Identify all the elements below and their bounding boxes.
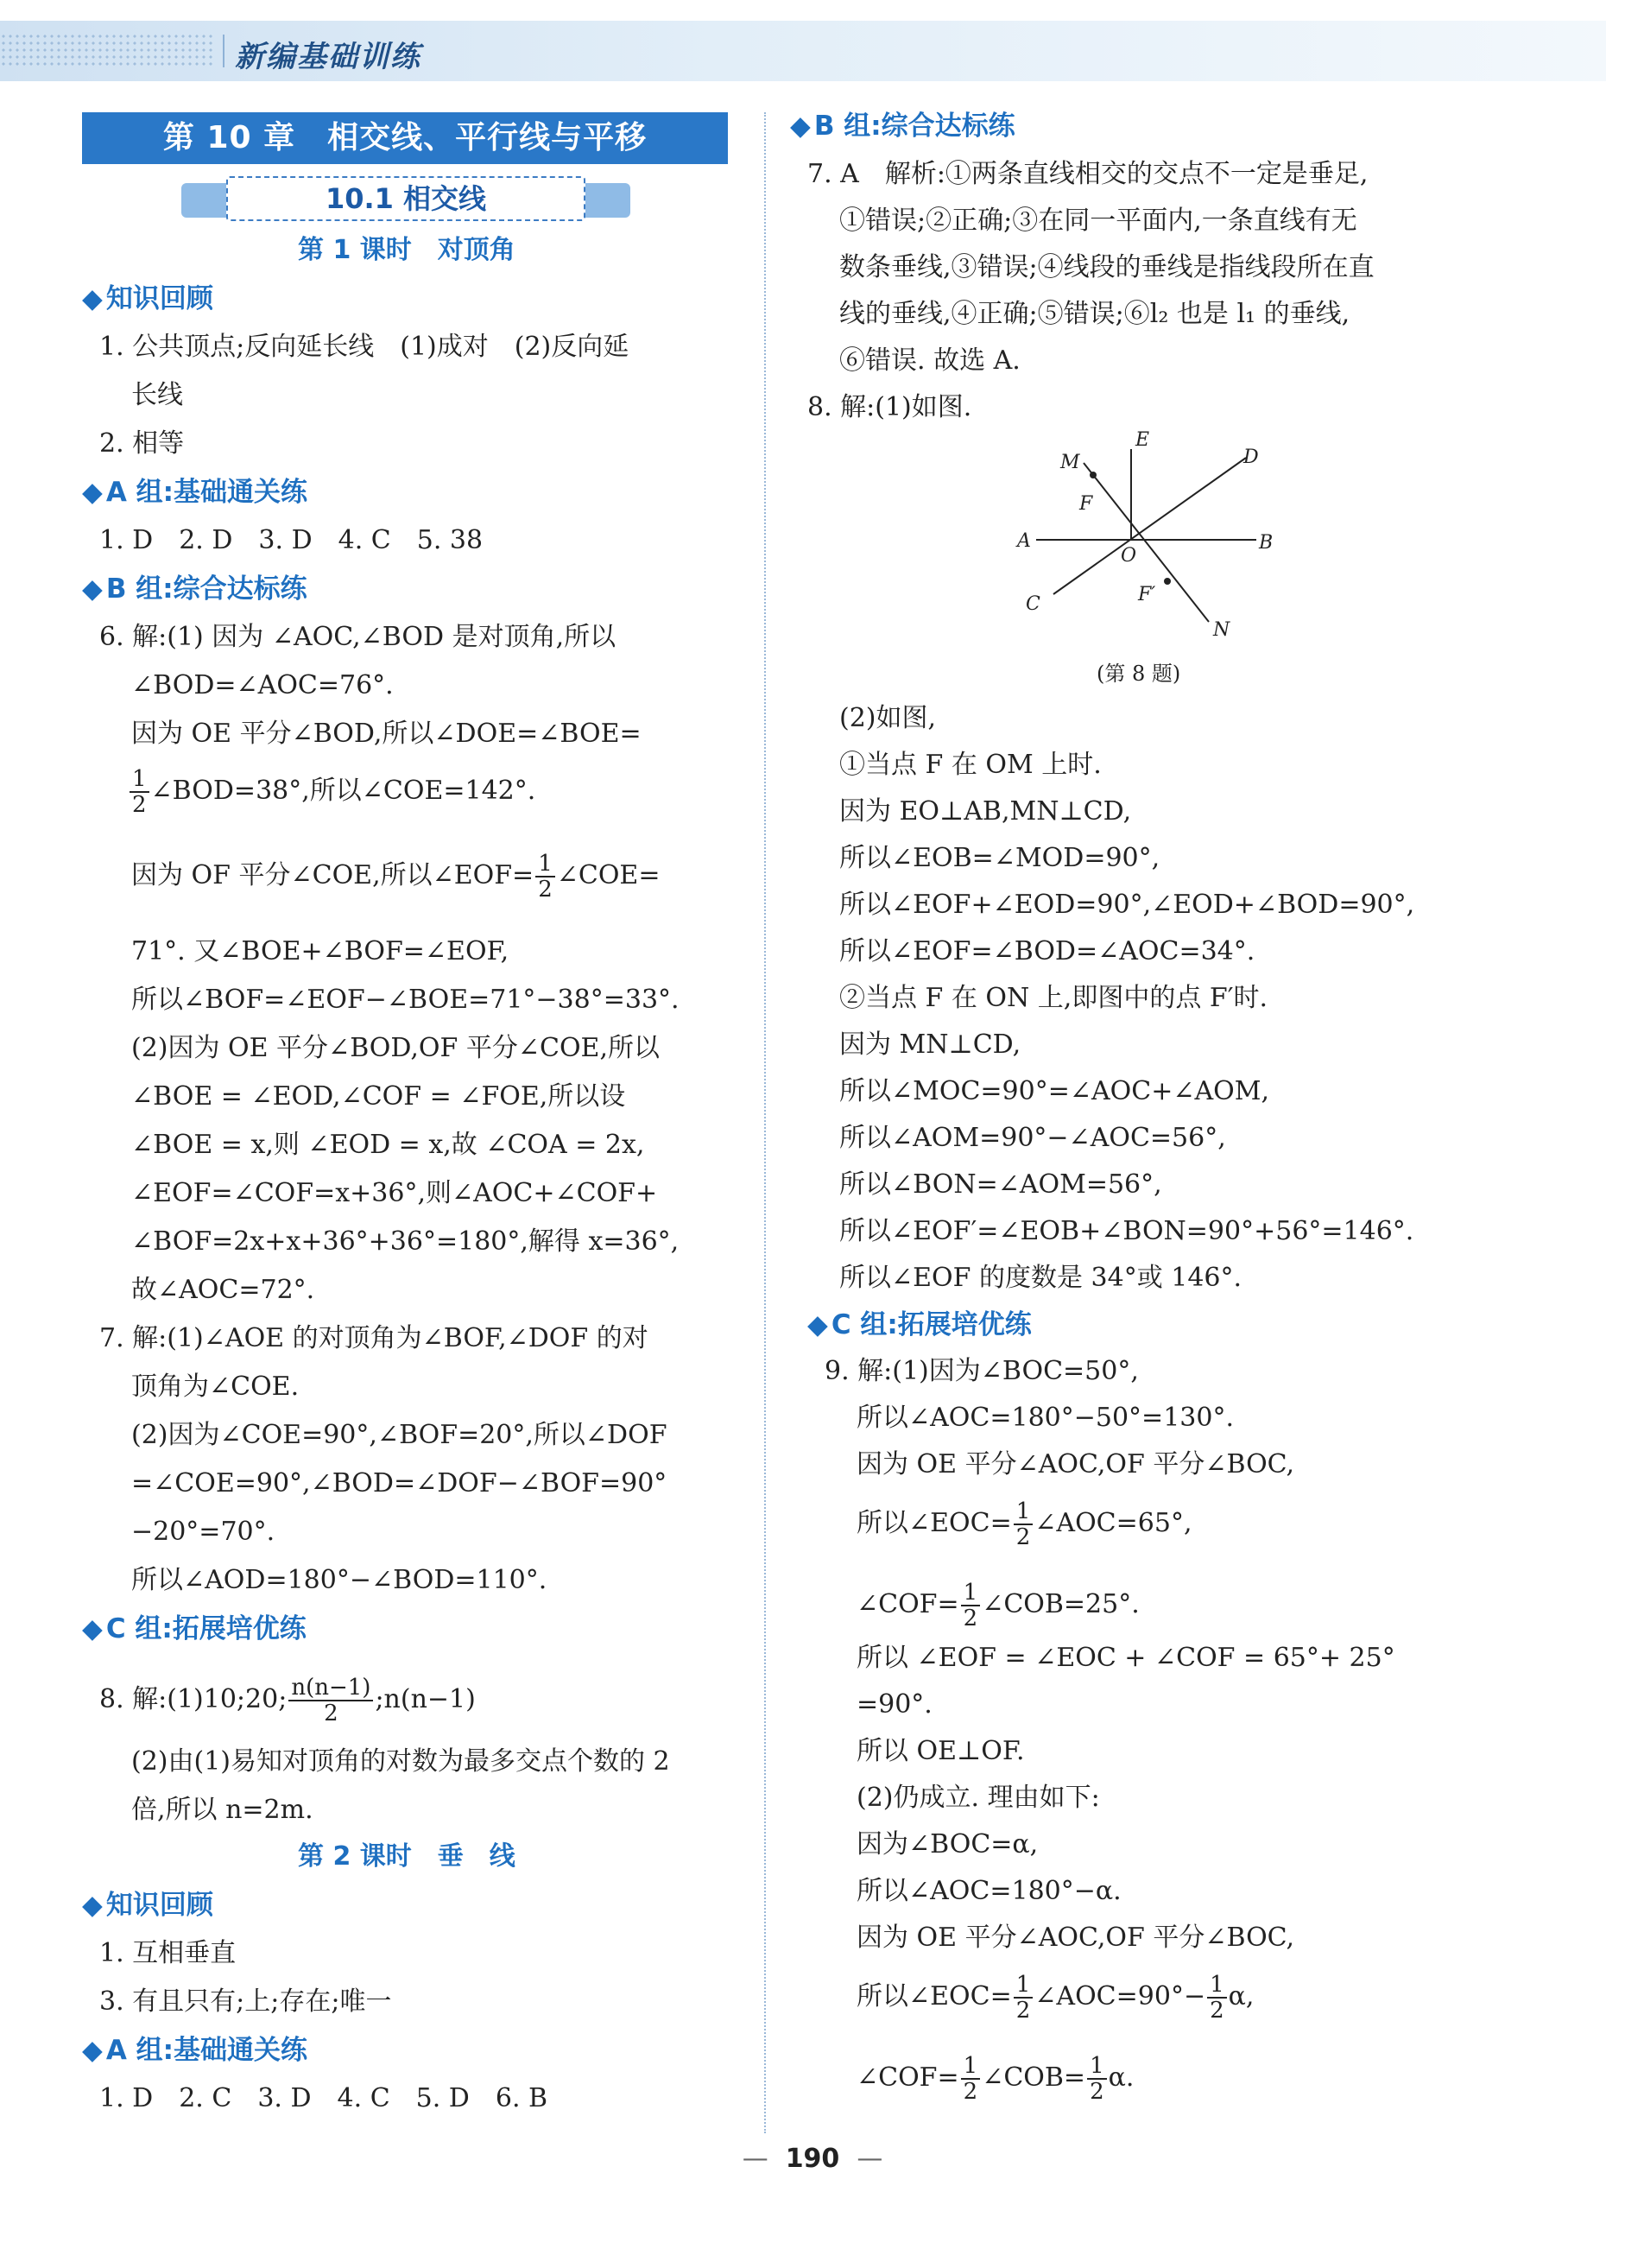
label-M: M	[1060, 452, 1080, 473]
solution-line: 所以∠AOC=180°−50°=130°.	[857, 1403, 1234, 1433]
line-CD	[1053, 458, 1246, 594]
diamond-icon: ◆	[82, 2035, 103, 2066]
group-label: C 组:拓展培优练	[105, 1613, 307, 1644]
solution-line: ∠COF= $\frac{1}{2}$ ∠COB= $\frac{1}{2}$ α.	[857, 2053, 1135, 2105]
group-label: B 组:综合达标练	[105, 573, 307, 605]
geometry-figure	[1002, 423, 1287, 656]
answer-line: 3. 有且只有;上;存在;唯一	[99, 1986, 392, 2017]
solution-line: 9. 解:(1)因为∠BOC=50°,	[825, 1356, 1139, 1386]
solution-line: =∠COE=90°,∠BOD=∠DOF−∠BOF=90°	[131, 1468, 667, 1498]
solution-line: ∠EOF=∠COF=x+36°,则∠AOC+∠COF+	[131, 1178, 658, 1208]
solution-line: 因为 OF 平分∠COE,所以∠EOF= $\frac{1}{2}$ ∠COE=	[131, 851, 661, 903]
answer-line: 长线	[131, 380, 183, 410]
group-label: A 组:基础通关练	[105, 477, 308, 508]
section-title: 10.1 相交线	[226, 176, 585, 221]
solution-line: (2)因为∠COE=90°,∠BOF=20°,所以∠DOF	[131, 1420, 667, 1450]
solution-line: 所以∠EOF 的度数是 34°或 146°.	[839, 1263, 1242, 1293]
solution-line: 所以∠EOF′=∠EOB+∠BON=90°+56°=146°.	[839, 1216, 1414, 1246]
group-heading	[82, 475, 307, 510]
fraction: $\frac{1}{2}$	[1207, 1973, 1227, 2023]
fraction: $\frac{1}{2}$	[1014, 1499, 1034, 1549]
label-E: E	[1135, 429, 1150, 451]
header-dot-pattern	[0, 33, 216, 69]
group-label: C 组:拓展培优练	[831, 1309, 1032, 1340]
solution-line: 6. 解:(1) 因为 ∠AOC,∠BOD 是对顶角,所以	[99, 622, 616, 652]
answer-line: 1. 公共顶点;反向延长线 (1)成对 (2)反向延	[99, 332, 629, 362]
answer-line: 2. 相等	[99, 428, 185, 459]
solution-line: 8. 解:(1)10;20; $\frac{n(n-1)}{2}$ ;n(n−1)	[99, 1675, 476, 1726]
group-label: B 组:综合达标练	[813, 111, 1015, 142]
solution-line: 因为 OE 平分∠AOC,OF 平分∠BOC,	[857, 1923, 1295, 1953]
solution-line: ①错误;②正确;③在同一平面内,一条直线有无	[839, 206, 1357, 236]
chapter-title: 第 10 章 相交线、平行线与平移	[82, 112, 728, 164]
solution-line: (2)由(1)易知对顶角的对数为最多交点个数的 2	[131, 1746, 670, 1777]
diamond-icon: ◆	[82, 1613, 103, 1644]
label-O: O	[1121, 545, 1137, 567]
label-F-prime: F′	[1138, 584, 1156, 605]
diamond-icon: ◆	[82, 477, 103, 508]
point-F	[1090, 472, 1097, 478]
solution-line: (2)如图,	[839, 703, 937, 733]
solution-line: ∠BOD=∠AOC=76°.	[131, 670, 394, 700]
solution-line: ⑥错误. 故选 A.	[839, 345, 1021, 376]
solution-line: 因为 OE 平分∠AOC,OF 平分∠BOC,	[857, 1449, 1295, 1479]
figure-caption: (第 8 题)	[1097, 662, 1181, 686]
group-heading	[82, 2033, 307, 2068]
group-heading	[82, 1888, 213, 1923]
diamond-icon: ◆	[790, 111, 811, 142]
solution-line: 7. A 解析:①两条直线相交的交点不一定是垂足,	[807, 159, 1369, 189]
solution-line: 所以∠AOM=90°−∠AOC=56°,	[839, 1123, 1226, 1153]
solution-line: 因为 MN⊥CD,	[839, 1029, 1021, 1060]
label-N: N	[1213, 619, 1230, 641]
fraction: $\frac{1}{2}$	[961, 1581, 981, 1631]
solution-line: 故∠AOC=72°.	[131, 1275, 315, 1305]
solution-line: 倍,所以 n=2m.	[131, 1795, 313, 1825]
solution-line: 所以∠EOC= $\frac{1}{2}$ ∠AOC=65°,	[857, 1498, 1192, 1550]
label-A: A	[1017, 530, 1031, 552]
page-number: — 190 —	[742, 2144, 883, 2174]
solution-line: −20°=70°.	[131, 1517, 275, 1547]
solution-line: $\frac{1}{2}$ ∠BOD=38°,所以∠COE=142°.	[128, 767, 535, 817]
series-title: 新编基础训练	[235, 40, 421, 74]
solution-line: ∠BOE = x,则 ∠EOD = x,故 ∠COA = 2x,	[131, 1130, 645, 1160]
fraction: $\frac{1}{2}$	[130, 767, 149, 817]
section-title-box	[181, 176, 630, 221]
group-label: 知识回顾	[105, 283, 213, 314]
solution-line: 因为 OE 平分∠BOD,所以∠DOE=∠BOE=	[131, 719, 642, 749]
lesson-title-1: 第 1 课时 对顶角	[298, 235, 515, 265]
label-B: B	[1259, 532, 1274, 554]
solution-line: ①当点 F 在 OM 上时.	[839, 750, 1102, 780]
label-F: F	[1079, 493, 1093, 515]
label-C: C	[1026, 593, 1040, 615]
fraction: $\frac{1}{2}$	[961, 2054, 981, 2104]
group-heading	[807, 1308, 1032, 1342]
solution-line: 所以∠AOD=180°−∠BOD=110°.	[131, 1565, 547, 1595]
solution-line: (2)仍成立. 理由如下:	[857, 1783, 1100, 1813]
solution-line: 因为∠BOC=α,	[857, 1829, 1039, 1859]
solution-line: 所以∠EOF+∠EOD=90°,∠EOD+∠BOD=90°,	[839, 890, 1415, 920]
solution-line: 所以∠MOC=90°=∠AOC+∠AOM,	[839, 1076, 1269, 1106]
fraction: $\frac{1}{2}$	[1014, 1973, 1034, 2023]
diamond-icon: ◆	[82, 283, 103, 314]
solution-line: 所以∠EOB=∠MOD=90°,	[839, 843, 1160, 873]
solution-line: 71°. 又∠BOE+∠BOF=∠EOF,	[131, 936, 509, 966]
group-heading	[790, 109, 1015, 143]
point-F-prime	[1164, 578, 1171, 585]
answer-line: 1. D 2. D 3. D 4. C 5. 38	[99, 525, 484, 555]
solution-line: 所以∠BON=∠AOM=56°,	[839, 1169, 1162, 1200]
solution-line: ∠COF= $\frac{1}{2}$ ∠COB=25°.	[857, 1580, 1140, 1631]
solution-line: 8. 解:(1)如图.	[807, 392, 972, 422]
solution-line: 数条垂线,③错误;④线段的垂线是指线段所在直	[839, 252, 1375, 282]
lesson-title-2: 第 2 课时 垂 线	[298, 1841, 515, 1872]
solution-line: 所以∠BOF=∠EOF−∠BOE=71°−38°=33°.	[131, 985, 680, 1015]
answer-line: 1. 互相垂直	[99, 1938, 237, 1968]
fraction: $\frac{n(n-1)}{2}$	[288, 1676, 373, 1726]
column-divider	[764, 112, 766, 2133]
group-heading	[82, 1612, 307, 1646]
fraction: $\frac{1}{2}$	[1087, 2054, 1107, 2104]
group-label: 知识回顾	[105, 1890, 213, 1921]
group-heading	[82, 282, 213, 316]
solution-line: 所以∠EOF=∠BOD=∠AOC=34°.	[839, 936, 1255, 966]
fraction: $\frac{1}{2}$	[535, 852, 555, 902]
solution-line: 7. 解:(1)∠AOE 的对顶角为∠BOF,∠DOF 的对	[99, 1323, 648, 1353]
solution-line: 因为 EO⊥AB,MN⊥CD,	[839, 796, 1132, 827]
group-heading	[82, 572, 307, 606]
answer-line: 1. D 2. C 3. D 4. C 5. D 6. B	[99, 2083, 548, 2113]
solution-line: =90°.	[857, 1689, 933, 1720]
diamond-icon: ◆	[82, 573, 103, 605]
solution-line: ②当点 F 在 ON 上,即图中的点 F′时.	[839, 983, 1268, 1013]
solution-line: 所以∠EOC= $\frac{1}{2}$ ∠AOC=90°− $\frac{1}{2}$ α,	[857, 1972, 1255, 2024]
header-bar	[0, 21, 1606, 81]
solution-line: 顶角为∠COE.	[131, 1372, 300, 1402]
solution-line: ∠BOF=2x+x+36°+36°=180°,解得 x=36°,	[131, 1226, 680, 1257]
diamond-icon: ◆	[82, 1890, 103, 1921]
solution-line: (2)因为 OE 平分∠BOD,OF 平分∠COE,所以	[131, 1033, 660, 1063]
solution-line: 线的垂线,④正确;⑤错误;⑥l₂ 也是 l₁ 的垂线,	[839, 299, 1350, 329]
diamond-icon: ◆	[807, 1309, 828, 1340]
solution-line: 所以 ∠EOF = ∠EOC + ∠COF = 65°+ 25°	[857, 1643, 1395, 1673]
label-D: D	[1243, 447, 1259, 468]
solution-line: 所以∠AOC=180°−α.	[857, 1876, 1122, 1906]
header-separator	[223, 35, 224, 67]
group-label: A 组:基础通关练	[105, 2035, 308, 2066]
solution-line: 所以 OE⊥OF.	[857, 1736, 1025, 1766]
solution-line: ∠BOE = ∠EOD,∠COF = ∠FOE,所以设	[131, 1081, 626, 1112]
